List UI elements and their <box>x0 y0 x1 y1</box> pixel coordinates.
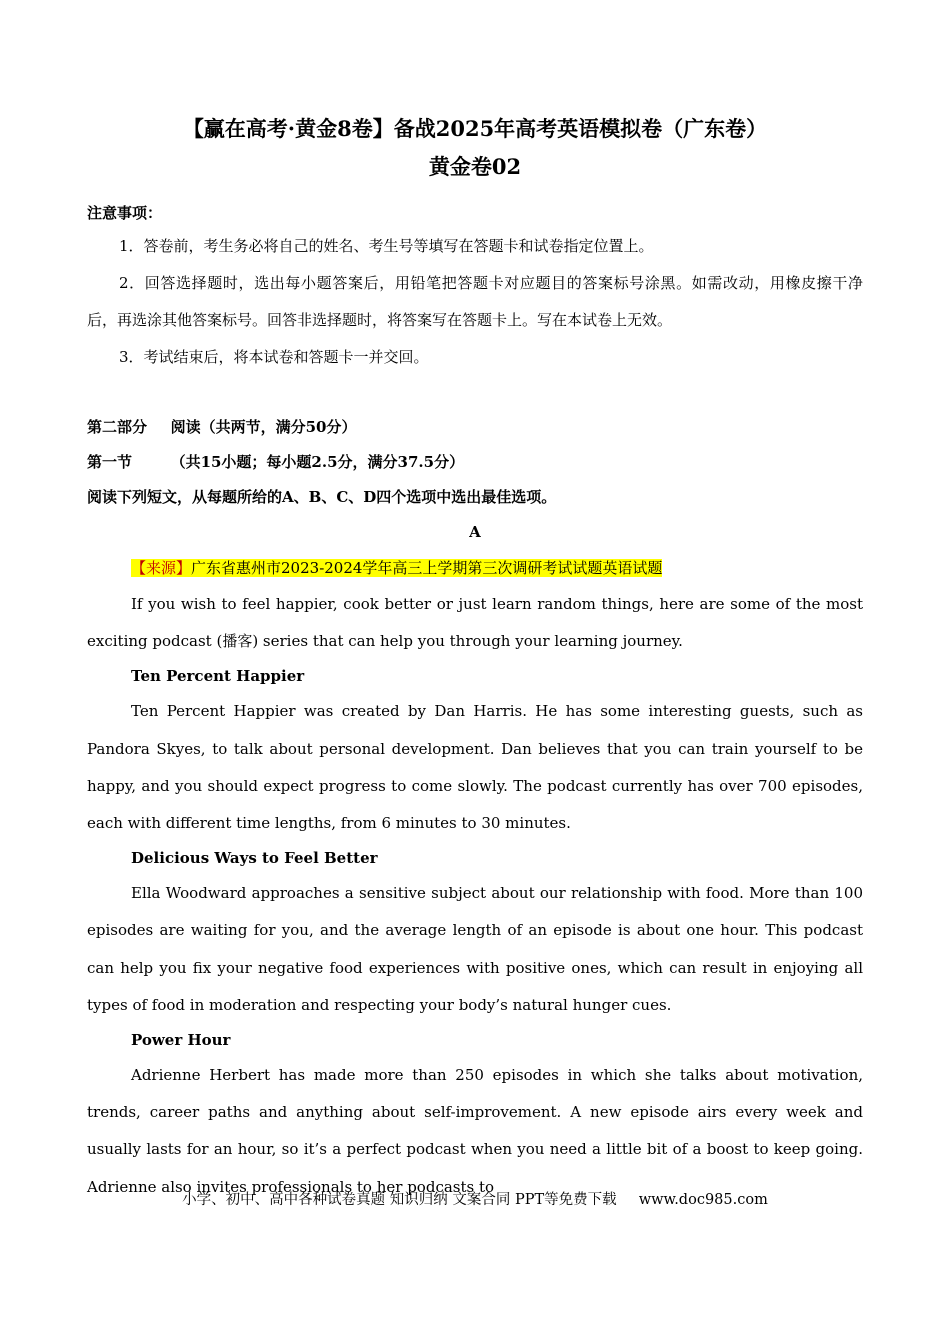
passage-letter: A <box>469 523 481 541</box>
footer-text: 小学、初中、高中各种试卷真题 知识归纳 文案合同 PPT等免费下载 <box>182 1192 617 1208</box>
podcast-heading: Delicious Ways to Feel Better <box>131 849 378 868</box>
part-heading: 第二部分 阅读（共两节，满分50分） <box>87 418 357 436</box>
exam-subtitle: 黄金卷02 <box>428 154 522 179</box>
subsection-heading: 第一节 （共15小题；每小题2.5分，满分37.5分） <box>87 453 465 471</box>
podcast-body: Ella Woodward approaches a sensitive subject about our relationship with food. More than 100 episodes are waiting for you, and the average length of an episode is about one hour. This podcast can help you fix your negative food experiences with positive ones, which can result in enjoying all types of food in moderation and respecting your body’s natural hunger cues. <box>87 884 863 1014</box>
source-text: 广东省惠州市2023-2024学年高三上学期第三次调研考试试题英语试题 <box>191 559 663 577</box>
podcast-heading: Ten Percent Happier <box>131 667 305 686</box>
document-page <box>87 110 863 1206</box>
note-item: 2．回答选择题时，选出每小题答案后，用铅笔把答题卡对应题目的答案标号涂黑。如需改动，用橡皮擦干净后，再选涂其他答案标号。回答非选择题时，将答案写在答题卡上。写在本试卷上无效。 <box>87 274 863 329</box>
source-label: 【来源】 <box>131 559 192 577</box>
source-line <box>131 550 863 586</box>
footer-site-link[interactable]: www.doc985.com <box>638 1192 768 1208</box>
notes-heading: 注意事项： <box>87 204 163 222</box>
podcast-heading: Power Hour <box>131 1031 231 1050</box>
note-item: 3．考试结束后，将本试卷和答题卡一并交回。 <box>119 348 429 366</box>
podcast-body: Ten Percent Happier was created by Dan Harris. He has some interesting guests, such as Pandora Skyes, to talk about personal development. Dan believes that you can train yourself to be happy, and you should expect progress to come slowly. The podcast currently has over 700 episodes, each with different time lengths, from 6 minutes to 30 minutes. <box>87 702 863 833</box>
note-item: 1．答卷前，考生务必将自己的姓名、考生号等填写在答题卡和试卷指定位置上。 <box>119 237 654 255</box>
page-footer <box>0 1188 950 1212</box>
exam-title: 【赢在高考·黄金8卷】备战2025年高考英语模拟卷（广东卷） <box>182 116 768 141</box>
podcast-body: Adrienne Herbert has made more than 250 episodes in which she talks about motivation, trends, career paths and anything about self-improvement. A new episode airs every week and usually lasts for an hour, so it’s a perfect podcast when you need a little bit of a boost to keep going. Adrienne also invites professionals to her podcasts to <box>87 1066 863 1196</box>
passage-intro: If you wish to feel happier, cook better or just learn random things, here are some of the most exciting podcast (播客) series that can help you through your learning journey. <box>87 595 863 651</box>
instruction: 阅读下列短文，从每题所给的A、B、C、D四个选项中选出最佳选项。 <box>87 488 557 506</box>
